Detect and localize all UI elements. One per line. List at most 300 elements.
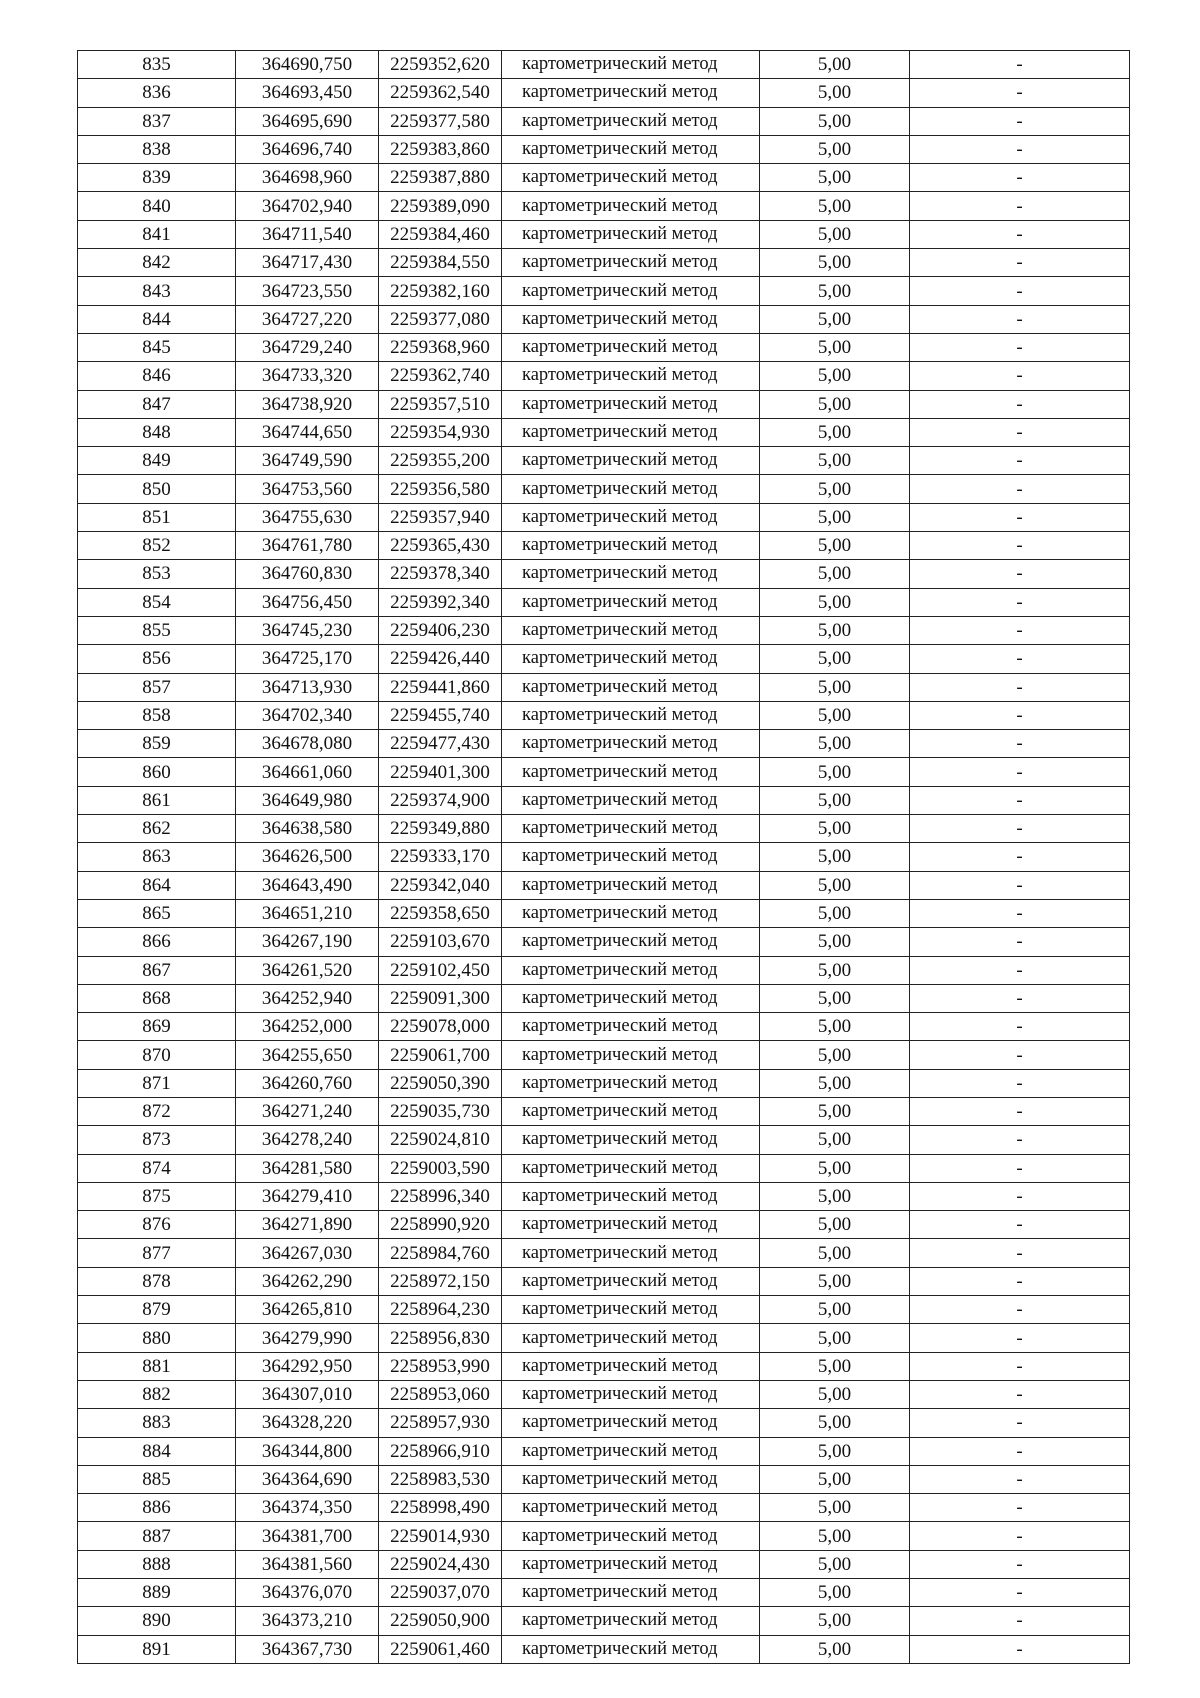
y-coordinate-cell: 2259103,670 <box>379 928 502 956</box>
table-row <box>78 1352 1130 1380</box>
point-number-cell: 866 <box>78 928 236 956</box>
y-coordinate-cell: 2258957,930 <box>379 1409 502 1437</box>
accuracy-cell: 5,00 <box>760 1069 910 1097</box>
table-row <box>78 220 1130 248</box>
table-row <box>78 588 1130 616</box>
accuracy-cell: 5,00 <box>760 135 910 163</box>
method-cell: картометрический метод <box>502 362 760 390</box>
x-coordinate-cell: 364255,650 <box>236 1041 379 1069</box>
note-cell: - <box>910 786 1130 814</box>
point-number-cell: 863 <box>78 843 236 871</box>
accuracy-cell: 5,00 <box>760 362 910 390</box>
y-coordinate-cell: 2259377,080 <box>379 305 502 333</box>
x-coordinate-cell: 364271,890 <box>236 1211 379 1239</box>
note-cell: - <box>910 362 1130 390</box>
method-cell: картометрический метод <box>502 532 760 560</box>
y-coordinate-cell: 2258996,340 <box>379 1182 502 1210</box>
point-number-cell: 840 <box>78 192 236 220</box>
y-coordinate-cell: 2258966,910 <box>379 1437 502 1465</box>
note-cell: - <box>910 475 1130 503</box>
x-coordinate-cell: 364643,490 <box>236 871 379 899</box>
table-row <box>78 475 1130 503</box>
note-cell: - <box>910 532 1130 560</box>
note-cell: - <box>910 730 1130 758</box>
note-cell: - <box>910 164 1130 192</box>
x-coordinate-cell: 364344,800 <box>236 1437 379 1465</box>
method-cell: картометрический метод <box>502 1182 760 1210</box>
note-cell: - <box>910 277 1130 305</box>
note-cell: - <box>910 645 1130 673</box>
table-row <box>78 1409 1130 1437</box>
accuracy-cell: 5,00 <box>760 1380 910 1408</box>
x-coordinate-cell: 364271,240 <box>236 1097 379 1125</box>
table-row <box>78 107 1130 135</box>
y-coordinate-cell: 2259349,880 <box>379 815 502 843</box>
note-cell: - <box>910 135 1130 163</box>
x-coordinate-cell: 364307,010 <box>236 1380 379 1408</box>
accuracy-cell: 5,00 <box>760 1579 910 1607</box>
accuracy-cell: 5,00 <box>760 1437 910 1465</box>
x-coordinate-cell: 364693,450 <box>236 79 379 107</box>
table-row <box>78 277 1130 305</box>
point-number-cell: 836 <box>78 79 236 107</box>
table-row <box>78 447 1130 475</box>
table-row <box>78 645 1130 673</box>
method-cell: картометрический метод <box>502 1550 760 1578</box>
y-coordinate-cell: 2259357,940 <box>379 503 502 531</box>
table-row <box>78 1126 1130 1154</box>
y-coordinate-cell: 2258983,530 <box>379 1465 502 1493</box>
x-coordinate-cell: 364695,690 <box>236 107 379 135</box>
accuracy-cell: 5,00 <box>760 1126 910 1154</box>
method-cell: картометрический метод <box>502 1097 760 1125</box>
table-row <box>78 1522 1130 1550</box>
point-number-cell: 857 <box>78 673 236 701</box>
x-coordinate-cell: 364761,780 <box>236 532 379 560</box>
method-cell: картометрический метод <box>502 1465 760 1493</box>
accuracy-cell: 5,00 <box>760 503 910 531</box>
point-number-cell: 870 <box>78 1041 236 1069</box>
accuracy-cell: 5,00 <box>760 815 910 843</box>
x-coordinate-cell: 364738,920 <box>236 390 379 418</box>
x-coordinate-cell: 364252,940 <box>236 984 379 1012</box>
y-coordinate-cell: 2258956,830 <box>379 1324 502 1352</box>
x-coordinate-cell: 364729,240 <box>236 333 379 361</box>
accuracy-cell: 5,00 <box>760 192 910 220</box>
note-cell: - <box>910 899 1130 927</box>
point-number-cell: 847 <box>78 390 236 418</box>
point-number-cell: 872 <box>78 1097 236 1125</box>
y-coordinate-cell: 2259061,700 <box>379 1041 502 1069</box>
point-number-cell: 876 <box>78 1211 236 1239</box>
table-row <box>78 79 1130 107</box>
accuracy-cell: 5,00 <box>760 928 910 956</box>
accuracy-cell: 5,00 <box>760 1409 910 1437</box>
note-cell: - <box>910 1239 1130 1267</box>
x-coordinate-cell: 364328,220 <box>236 1409 379 1437</box>
note-cell: - <box>910 843 1130 871</box>
accuracy-cell: 5,00 <box>760 1607 910 1635</box>
accuracy-cell: 5,00 <box>760 475 910 503</box>
y-coordinate-cell: 2259406,230 <box>379 616 502 644</box>
accuracy-cell: 5,00 <box>760 1352 910 1380</box>
point-number-cell: 851 <box>78 503 236 531</box>
y-coordinate-cell: 2259374,900 <box>379 786 502 814</box>
point-number-cell: 891 <box>78 1635 236 1663</box>
table-row <box>78 1465 1130 1493</box>
point-number-cell: 842 <box>78 249 236 277</box>
method-cell: картометрический метод <box>502 1296 760 1324</box>
method-cell: картометрический метод <box>502 871 760 899</box>
table-row <box>78 956 1130 984</box>
y-coordinate-cell: 2259091,300 <box>379 984 502 1012</box>
point-number-cell: 869 <box>78 1013 236 1041</box>
note-cell: - <box>910 1296 1130 1324</box>
method-cell: картометрический метод <box>502 1579 760 1607</box>
y-coordinate-cell: 2259352,620 <box>379 51 502 79</box>
point-number-cell: 858 <box>78 701 236 729</box>
x-coordinate-cell: 364381,560 <box>236 1550 379 1578</box>
note-cell: - <box>910 390 1130 418</box>
y-coordinate-cell: 2259024,430 <box>379 1550 502 1578</box>
method-cell: картометрический метод <box>502 673 760 701</box>
note-cell: - <box>910 1635 1130 1663</box>
accuracy-cell: 5,00 <box>760 1041 910 1069</box>
method-cell: картометрический метод <box>502 843 760 871</box>
y-coordinate-cell: 2259003,590 <box>379 1154 502 1182</box>
note-cell: - <box>910 305 1130 333</box>
x-coordinate-cell: 364267,030 <box>236 1239 379 1267</box>
method-cell: картометрический метод <box>502 220 760 248</box>
method-cell: картометрический метод <box>502 1126 760 1154</box>
method-cell: картометрический метод <box>502 1635 760 1663</box>
note-cell: - <box>910 1409 1130 1437</box>
note-cell: - <box>910 673 1130 701</box>
table-row <box>78 532 1130 560</box>
table-row <box>78 758 1130 786</box>
table-row <box>78 305 1130 333</box>
table-row <box>78 701 1130 729</box>
point-number-cell: 871 <box>78 1069 236 1097</box>
method-cell: картометрический метод <box>502 984 760 1012</box>
accuracy-cell: 5,00 <box>760 1154 910 1182</box>
x-coordinate-cell: 364649,980 <box>236 786 379 814</box>
x-coordinate-cell: 364376,070 <box>236 1579 379 1607</box>
note-cell: - <box>910 1211 1130 1239</box>
method-cell: картометрический метод <box>502 1522 760 1550</box>
accuracy-cell: 5,00 <box>760 701 910 729</box>
coordinates-table-body <box>78 51 1130 1664</box>
point-number-cell: 850 <box>78 475 236 503</box>
point-number-cell: 837 <box>78 107 236 135</box>
note-cell: - <box>910 1380 1130 1408</box>
method-cell: картометрический метод <box>502 51 760 79</box>
x-coordinate-cell: 364723,550 <box>236 277 379 305</box>
table-row <box>78 560 1130 588</box>
method-cell: картометрический метод <box>502 249 760 277</box>
point-number-cell: 844 <box>78 305 236 333</box>
table-row <box>78 1211 1130 1239</box>
method-cell: картометрический метод <box>502 107 760 135</box>
accuracy-cell: 5,00 <box>760 1239 910 1267</box>
y-coordinate-cell: 2259050,900 <box>379 1607 502 1635</box>
note-cell: - <box>910 758 1130 786</box>
y-coordinate-cell: 2259426,440 <box>379 645 502 673</box>
note-cell: - <box>910 447 1130 475</box>
y-coordinate-cell: 2259357,510 <box>379 390 502 418</box>
note-cell: - <box>910 1494 1130 1522</box>
x-coordinate-cell: 364696,740 <box>236 135 379 163</box>
y-coordinate-cell: 2259365,430 <box>379 532 502 560</box>
table-row <box>78 1069 1130 1097</box>
x-coordinate-cell: 364690,750 <box>236 51 379 79</box>
table-row <box>78 673 1130 701</box>
table-row <box>78 51 1130 79</box>
table-row <box>78 1437 1130 1465</box>
accuracy-cell: 5,00 <box>760 616 910 644</box>
point-number-cell: 884 <box>78 1437 236 1465</box>
note-cell: - <box>910 984 1130 1012</box>
accuracy-cell: 5,00 <box>760 51 910 79</box>
point-number-cell: 882 <box>78 1380 236 1408</box>
method-cell: картометрический метод <box>502 475 760 503</box>
method-cell: картометрический метод <box>502 560 760 588</box>
table-row <box>78 843 1130 871</box>
y-coordinate-cell: 2259024,810 <box>379 1126 502 1154</box>
accuracy-cell: 5,00 <box>760 786 910 814</box>
accuracy-cell: 5,00 <box>760 1522 910 1550</box>
x-coordinate-cell: 364749,590 <box>236 447 379 475</box>
method-cell: картометрический метод <box>502 899 760 927</box>
y-coordinate-cell: 2259358,650 <box>379 899 502 927</box>
point-number-cell: 889 <box>78 1579 236 1607</box>
table-row <box>78 1324 1130 1352</box>
point-number-cell: 855 <box>78 616 236 644</box>
y-coordinate-cell: 2259078,000 <box>379 1013 502 1041</box>
y-coordinate-cell: 2259392,340 <box>379 588 502 616</box>
y-coordinate-cell: 2259362,740 <box>379 362 502 390</box>
accuracy-cell: 5,00 <box>760 1550 910 1578</box>
accuracy-cell: 5,00 <box>760 1211 910 1239</box>
accuracy-cell: 5,00 <box>760 673 910 701</box>
table-row <box>78 786 1130 814</box>
accuracy-cell: 5,00 <box>760 220 910 248</box>
method-cell: картометрический метод <box>502 333 760 361</box>
accuracy-cell: 5,00 <box>760 447 910 475</box>
note-cell: - <box>910 503 1130 531</box>
note-cell: - <box>910 928 1130 956</box>
x-coordinate-cell: 364260,760 <box>236 1069 379 1097</box>
y-coordinate-cell: 2258984,760 <box>379 1239 502 1267</box>
note-cell: - <box>910 560 1130 588</box>
point-number-cell: 875 <box>78 1182 236 1210</box>
method-cell: картометрический метод <box>502 135 760 163</box>
method-cell: картометрический метод <box>502 588 760 616</box>
y-coordinate-cell: 2259014,930 <box>379 1522 502 1550</box>
x-coordinate-cell: 364711,540 <box>236 220 379 248</box>
x-coordinate-cell: 364279,410 <box>236 1182 379 1210</box>
y-coordinate-cell: 2258953,060 <box>379 1380 502 1408</box>
accuracy-cell: 5,00 <box>760 871 910 899</box>
point-number-cell: 839 <box>78 164 236 192</box>
point-number-cell: 864 <box>78 871 236 899</box>
note-cell: - <box>910 192 1130 220</box>
method-cell: картометрический метод <box>502 1437 760 1465</box>
method-cell: картометрический метод <box>502 1494 760 1522</box>
y-coordinate-cell: 2259037,070 <box>379 1579 502 1607</box>
x-coordinate-cell: 364727,220 <box>236 305 379 333</box>
note-cell: - <box>910 1607 1130 1635</box>
table-row <box>78 1380 1130 1408</box>
table-row <box>78 1267 1130 1295</box>
accuracy-cell: 5,00 <box>760 1494 910 1522</box>
method-cell: картометрический метод <box>502 277 760 305</box>
method-cell: картометрический метод <box>502 928 760 956</box>
x-coordinate-cell: 364638,580 <box>236 815 379 843</box>
table-row <box>78 1550 1130 1578</box>
y-coordinate-cell: 2259477,430 <box>379 730 502 758</box>
table-row <box>78 1579 1130 1607</box>
accuracy-cell: 5,00 <box>760 249 910 277</box>
x-coordinate-cell: 364698,960 <box>236 164 379 192</box>
point-number-cell: 860 <box>78 758 236 786</box>
note-cell: - <box>910 333 1130 361</box>
y-coordinate-cell: 2259035,730 <box>379 1097 502 1125</box>
table-row <box>78 164 1130 192</box>
x-coordinate-cell: 364373,210 <box>236 1607 379 1635</box>
point-number-cell: 862 <box>78 815 236 843</box>
point-number-cell: 877 <box>78 1239 236 1267</box>
y-coordinate-cell: 2258990,920 <box>379 1211 502 1239</box>
method-cell: картометрический метод <box>502 305 760 333</box>
accuracy-cell: 5,00 <box>760 730 910 758</box>
method-cell: картометрический метод <box>502 1352 760 1380</box>
y-coordinate-cell: 2259355,200 <box>379 447 502 475</box>
table-row <box>78 390 1130 418</box>
point-number-cell: 890 <box>78 1607 236 1635</box>
method-cell: картометрический метод <box>502 645 760 673</box>
method-cell: картометрический метод <box>502 503 760 531</box>
y-coordinate-cell: 2258998,490 <box>379 1494 502 1522</box>
method-cell: картометрический метод <box>502 447 760 475</box>
note-cell: - <box>910 1041 1130 1069</box>
table-row <box>78 362 1130 390</box>
x-coordinate-cell: 364252,000 <box>236 1013 379 1041</box>
table-row <box>78 135 1130 163</box>
y-coordinate-cell: 2259061,460 <box>379 1635 502 1663</box>
accuracy-cell: 5,00 <box>760 1013 910 1041</box>
point-number-cell: 879 <box>78 1296 236 1324</box>
accuracy-cell: 5,00 <box>760 1267 910 1295</box>
x-coordinate-cell: 364265,810 <box>236 1296 379 1324</box>
note-cell: - <box>910 1013 1130 1041</box>
accuracy-cell: 5,00 <box>760 899 910 927</box>
accuracy-cell: 5,00 <box>760 1635 910 1663</box>
method-cell: картометрический метод <box>502 1041 760 1069</box>
table-row <box>78 1097 1130 1125</box>
method-cell: картометрический метод <box>502 758 760 786</box>
table-row <box>78 871 1130 899</box>
y-coordinate-cell: 2259362,540 <box>379 79 502 107</box>
table-row <box>78 418 1130 446</box>
accuracy-cell: 5,00 <box>760 305 910 333</box>
point-number-cell: 853 <box>78 560 236 588</box>
x-coordinate-cell: 364261,520 <box>236 956 379 984</box>
table-row <box>78 1182 1130 1210</box>
note-cell: - <box>910 815 1130 843</box>
x-coordinate-cell: 364651,210 <box>236 899 379 927</box>
accuracy-cell: 5,00 <box>760 843 910 871</box>
y-coordinate-cell: 2259455,740 <box>379 701 502 729</box>
method-cell: картометрический метод <box>502 1380 760 1408</box>
note-cell: - <box>910 1154 1130 1182</box>
coordinates-table-container <box>77 50 1129 1664</box>
table-row <box>78 1041 1130 1069</box>
accuracy-cell: 5,00 <box>760 164 910 192</box>
accuracy-cell: 5,00 <box>760 1465 910 1493</box>
table-row <box>78 333 1130 361</box>
method-cell: картометрический метод <box>502 786 760 814</box>
x-coordinate-cell: 364381,700 <box>236 1522 379 1550</box>
accuracy-cell: 5,00 <box>760 758 910 786</box>
point-number-cell: 838 <box>78 135 236 163</box>
note-cell: - <box>910 1579 1130 1607</box>
y-coordinate-cell: 2259378,340 <box>379 560 502 588</box>
x-coordinate-cell: 364702,940 <box>236 192 379 220</box>
table-row <box>78 1013 1130 1041</box>
point-number-cell: 841 <box>78 220 236 248</box>
x-coordinate-cell: 364281,580 <box>236 1154 379 1182</box>
point-number-cell: 867 <box>78 956 236 984</box>
accuracy-cell: 5,00 <box>760 984 910 1012</box>
note-cell: - <box>910 1267 1130 1295</box>
method-cell: картометрический метод <box>502 815 760 843</box>
y-coordinate-cell: 2259384,550 <box>379 249 502 277</box>
note-cell: - <box>910 1465 1130 1493</box>
accuracy-cell: 5,00 <box>760 1324 910 1352</box>
point-number-cell: 865 <box>78 899 236 927</box>
note-cell: - <box>910 51 1130 79</box>
x-coordinate-cell: 364760,830 <box>236 560 379 588</box>
method-cell: картометрический метод <box>502 1267 760 1295</box>
note-cell: - <box>910 1182 1130 1210</box>
x-coordinate-cell: 364713,930 <box>236 673 379 701</box>
table-row <box>78 503 1130 531</box>
y-coordinate-cell: 2259384,460 <box>379 220 502 248</box>
table-row <box>78 1154 1130 1182</box>
note-cell: - <box>910 107 1130 135</box>
point-number-cell: 878 <box>78 1267 236 1295</box>
point-number-cell: 888 <box>78 1550 236 1578</box>
point-number-cell: 868 <box>78 984 236 1012</box>
table-row <box>78 730 1130 758</box>
note-cell: - <box>910 1126 1130 1154</box>
point-number-cell: 885 <box>78 1465 236 1493</box>
note-cell: - <box>910 588 1130 616</box>
y-coordinate-cell: 2258953,990 <box>379 1352 502 1380</box>
y-coordinate-cell: 2259354,930 <box>379 418 502 446</box>
point-number-cell: 861 <box>78 786 236 814</box>
y-coordinate-cell: 2259356,580 <box>379 475 502 503</box>
x-coordinate-cell: 364725,170 <box>236 645 379 673</box>
y-coordinate-cell: 2258964,230 <box>379 1296 502 1324</box>
table-row <box>78 1635 1130 1663</box>
y-coordinate-cell: 2259383,860 <box>379 135 502 163</box>
point-number-cell: 873 <box>78 1126 236 1154</box>
point-number-cell: 852 <box>78 532 236 560</box>
note-cell: - <box>910 1550 1130 1578</box>
accuracy-cell: 5,00 <box>760 418 910 446</box>
